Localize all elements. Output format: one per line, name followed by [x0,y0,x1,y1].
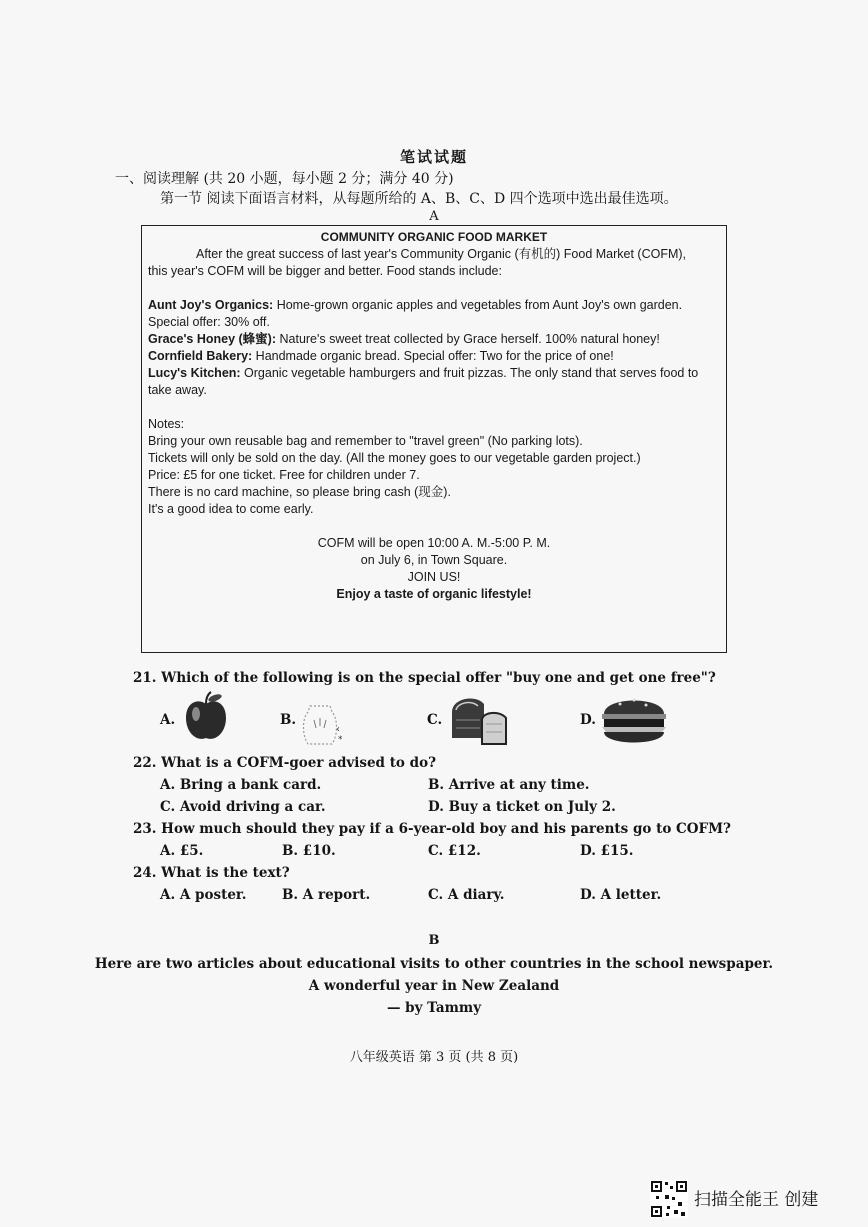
page-footer: 八年级英语 第 3 页 (共 8 页) [349,1050,519,1065]
note: Price: £5 for one ticket. Free for children under 7. [148,468,420,482]
article-byline: — by Tammy [386,1000,482,1016]
open-hours: COFM will be open 10:00 A. M.-5:00 P. M. [317,536,551,550]
join-us: JOIN US! [407,570,461,584]
q23-option-b: B. £10. [282,843,336,859]
q24-option-a: A. A poster. [160,887,247,903]
stand-grace [142,331,726,348]
q23-option-a: A. £5. [160,843,204,859]
question-21: 21. Which of the following is on the special offer "buy one and get one free"? [133,670,716,686]
note: Bring your own reusable bag and remember to "travel green" (No parking lots). [148,434,583,448]
stand-cornfield [142,348,726,365]
stand-name: Cornfield Bakery: [148,349,253,363]
part-b-intro: Here are two articles about educational visits to other countries in the school newspaper. [94,956,774,972]
stand-name: Grace's Honey (蜂蜜): [148,332,277,346]
q22-option-b: B. Arrive at any time. [428,777,590,793]
q22-option-d: D. Buy a ticket on July 2. [428,799,616,815]
stand-name: Aunt Joy's Organics: [148,298,274,312]
note: It's a good idea to come early. [148,502,314,516]
svg-text:*: * [338,735,343,745]
q24-option-c: C. A diary. [428,887,505,903]
q24-option-b: B. A report. [282,887,371,903]
part-a-label: A [429,209,439,224]
exam-title: 笔试试题 [399,148,468,166]
hamburger-icon [600,690,668,750]
note: There is no card machine, so please bring cash (现金). [148,485,451,499]
notes-label: Notes: [148,417,185,431]
q22-option-a: A. Bring a bank card. [160,777,322,793]
question-24: 24. What is the text? [133,865,290,881]
slogan: Enjoy a taste of organic lifestyle! [336,587,532,601]
option-d-label: D. [580,712,596,728]
part-b-label: B [428,933,440,948]
stand-aunt-joy [142,297,726,314]
qr-code-icon [650,1180,688,1218]
q23-option-d: D. £15. [580,843,634,859]
open-place: on July 6, in Town Square. [360,553,508,567]
stand-text: Handmade organic bread. Special offer: Two for the price of one! [252,349,614,363]
question-22: 22. What is a COFM-goer advised to do? [133,755,436,771]
stand-lucy [142,365,726,382]
ad-intro-line1: After the great success of last year's Community Organic (有机的) Food Market (COFM), [196,247,687,261]
svg-text:‹: ‹ [336,724,340,735]
stand-text: Nature's sweet treat collected by Grace herself. 100% natural honey! [276,332,660,346]
article-title: A wonderful year in New Zealand [308,978,560,994]
q24-option-d: D. A letter. [580,887,662,903]
question-23: 23. How much should they pay if a 6-year-old boy and his parents go to COFM? [133,821,731,837]
q22-option-c: C. Avoid driving a car. [160,799,326,815]
bread-icon [446,690,518,750]
stand-name: Lucy's Kitchen: [148,366,241,380]
q23-option-c: C. £12. [428,843,481,859]
option-c-label: C. [427,712,443,728]
ad-title: COMMUNITY ORGANIC FOOD MARKET [320,230,548,244]
stand-text: Organic vegetable hamburgers and fruit pizzas. The only stand that serves food to [240,366,699,380]
stand-lucy-cont: take away. [148,383,207,397]
ad-intro-line2: this year's COFM will be bigger and better. Food stands include: [148,264,502,278]
honey-jar-icon [298,696,348,748]
section-instructions: 第一节 阅读下面语言材料，从每题所给的 A、B、C、D 四个选项中选出最佳选项。 [160,191,678,207]
option-a-label: A. [160,712,176,728]
scanner-watermark: 扫描全能王 创建 [694,1190,819,1210]
stand-aunt-joy-offer: Special offer: 30% off. [148,315,270,329]
apple-icon [178,690,234,742]
ad-box [141,225,727,653]
option-b-label: B. [280,712,297,728]
note: Tickets will only be sold on the day. (All the money goes to our vegetable garden project.) [148,451,641,465]
section-heading: 一、阅读理解 (共 20 小题，每小题 2 分；满分 40 分) [115,171,454,187]
stand-text: Home-grown organic apples and vegetables from Aunt Joy's own garden. [273,298,683,312]
